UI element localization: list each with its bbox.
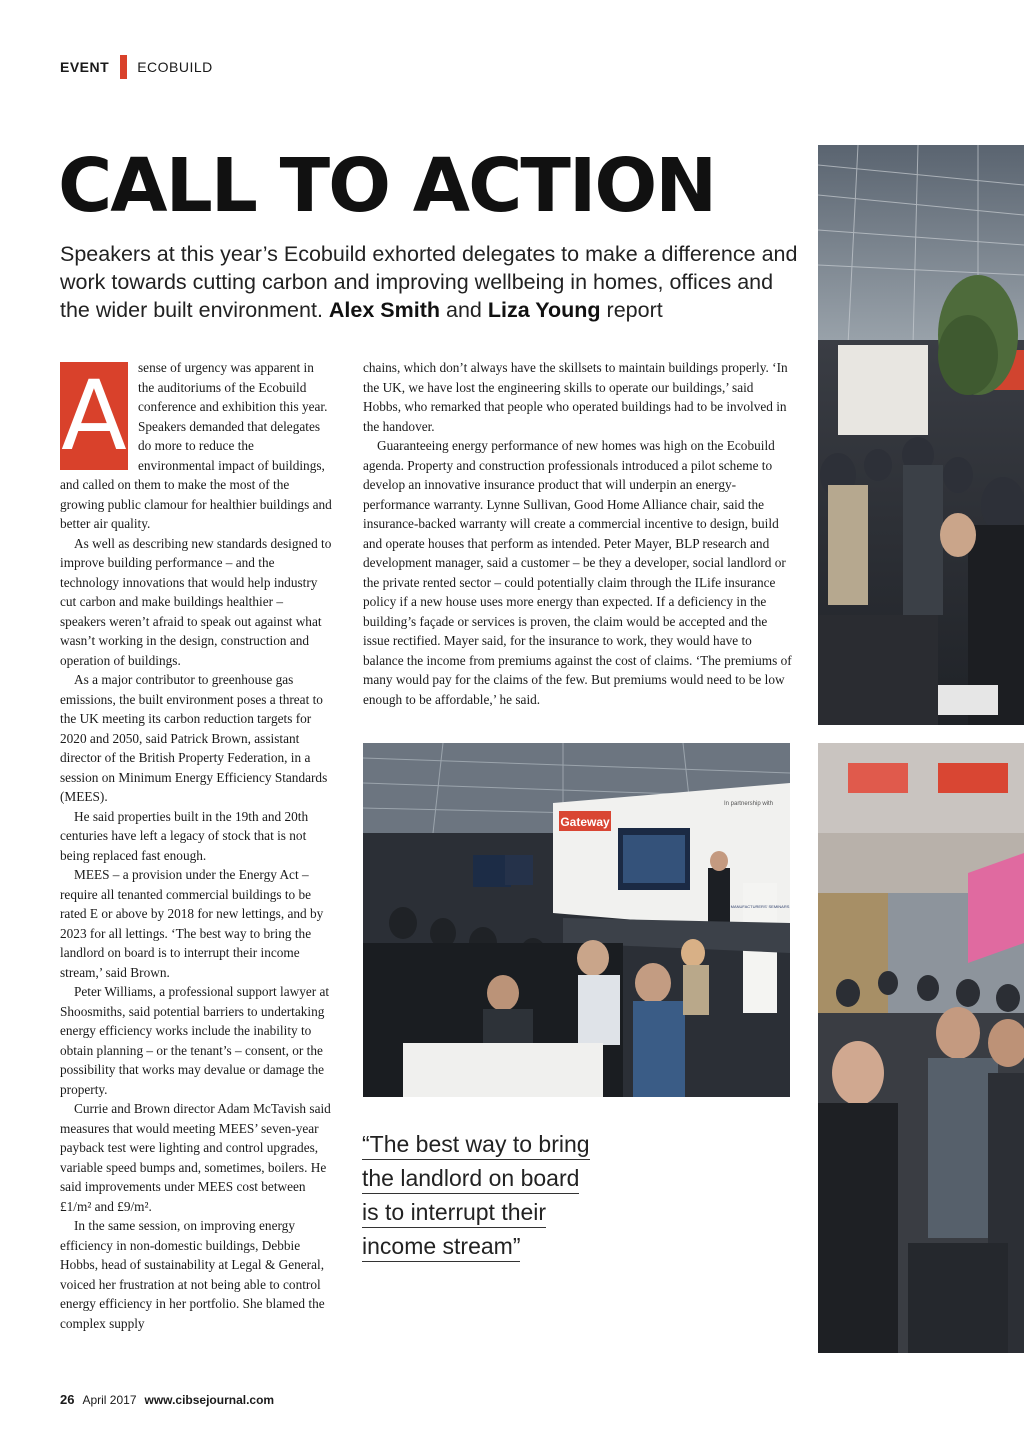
paragraph: Peter Williams, a professional support lawyer at Shoosmiths, said potential barriers to undertaking energy efficiency works include the inability to obtain planning – or the tenant’s – consent, or the possibility that works may devalue or damage the property. xyxy=(60,984,330,1097)
paragraph: chains, which don’t always have the skillsets to maintain buildings properly. ‘In the UK, we have lost the engineering skills to operate our buildings,’ said Hobbs, who remarked that people who operated buildings had to be involved in the handover. xyxy=(363,360,788,434)
byline-and: and xyxy=(446,298,482,322)
section-divider-bar xyxy=(120,55,127,79)
subsection-label: ECOBUILD xyxy=(137,59,213,75)
partnership-text: In partnership with xyxy=(723,801,773,807)
photo-exhibition-hall xyxy=(818,145,1024,725)
website-url: www.cibsejournal.com xyxy=(144,1393,275,1407)
crowd-aisle-image xyxy=(818,743,1024,1353)
exhibition-hall-image xyxy=(818,145,1024,725)
seminar-stand-image xyxy=(363,743,790,1097)
gateway-banner-text: Gateway xyxy=(560,815,610,829)
standfirst-text: Speakers at this year’s Ecobuild exhorted delegates to make a difference and work towards cutting carbon and improving wellbeing in homes, offices and the wider built environment. xyxy=(60,242,798,322)
section-tag xyxy=(60,56,213,78)
pull-quote-line: the landlord on board xyxy=(362,1161,612,1195)
issue-date: April 2017 xyxy=(82,1393,137,1407)
page-number: 26 xyxy=(60,1392,75,1407)
pull-quote-line: is to interrupt their xyxy=(362,1195,612,1229)
paragraph: In the same session, on improving energy efficiency in non-domestic buildings, Debbie Hobbs, head of sustainability at Legal & General, voiced her frustration at not being able to control energy efficiency in her portfolio. She blamed the complex supply xyxy=(60,1218,325,1331)
paragraph: Currie and Brown director Adam McTavish said measures that would meeting MEES’ seven-year payback test were lighting and control upgrades, variable speed bumps and, sometimes, boilers. He said improvements under MEES cost between £1/m² and £9/m². xyxy=(60,1101,331,1214)
paragraph: MEES – a provision under the Energy Act – require all tenanted commercial buildings to be rated E or above by 2018 for new lettings, and by 2023 for all lettings. ‘The best way to bring the landlord on board is to interrupt their income stream,’ said Brown. xyxy=(60,867,324,980)
paragraph: He said properties built in the 19th and 20th centuries have left a legacy of stock that is not being replaced fast enough. xyxy=(60,808,309,863)
article-column-1 xyxy=(60,358,332,1333)
section-label: EVENT xyxy=(60,59,110,75)
author-1: Alex Smith xyxy=(328,298,441,322)
paragraph: A sense of urgency was apparent in the auditoriums of the Ecobuild conference and exhibition this year. Speakers demanded that delegates do more to reduce the environmental impact of buildings, and called on them to make the most of the growing public clamour for healthier buildings and better air quality. xyxy=(60,360,332,531)
paragraph: Guaranteeing energy performance of new homes was high on the Ecobuild agenda. Property and construction professionals introduced a pilot scheme to develop an innovative insurance product that will underpin an energy-performance warranty. Lynne Sullivan, Good Home Alliance chair, said the insurance-backed warranty will create a commercial incentive to design, build and operate houses that perform as intended. Peter Mayer, BLP research and development manager, said a customer – be they a developer, social landlord or the private rented sector – could potentially claim through the ILife insurance policy if a new house uses more energy than expected. If a deficiency in the building’s façade or services is proven, the claim would be accepted and the issue rectified. Mayer said, for the insurance to work, they would have to balance the income from premiums against the cost of claims. ‘The premiums of many would pay for the claims of the few. But premiums would need to be low enough to be affordable,’ he said. xyxy=(363,438,792,707)
pull-quote xyxy=(362,1127,612,1263)
article-headline: CALL TO ACTION xyxy=(58,143,716,229)
standfirst xyxy=(60,240,800,324)
page-footer xyxy=(60,1392,274,1407)
pull-quote-line: income stream” xyxy=(362,1229,612,1263)
drop-cap: A xyxy=(61,360,127,472)
photo-seminar-stand xyxy=(363,743,790,1097)
article-column-2 xyxy=(363,358,793,709)
paragraph: As well as describing new standards designed to improve building performance – and the technology innovations that would help industry cut carbon and make buildings healthier – speakers weren’t afraid to speak out against what wasn’t working in the design, construction and operation of buildings. xyxy=(60,535,332,668)
seminars-sign-text: MANUFACTURERS' SEMINARS xyxy=(730,904,790,909)
photo-crowd-aisle xyxy=(818,743,1024,1353)
pull-quote-line: “The best way to bring xyxy=(362,1127,612,1161)
author-2: Liza Young xyxy=(487,298,601,322)
byline-report: report xyxy=(606,298,663,322)
paragraph: As a major contributor to greenhouse gas emissions, the built environment poses a threat to the UK meeting its carbon reduction targets for 2020 and 2050, said Patrick Brown, assistant director of the British Property Federation, in a session on Minimum Energy Efficiency Standards (MEES). xyxy=(60,672,328,804)
